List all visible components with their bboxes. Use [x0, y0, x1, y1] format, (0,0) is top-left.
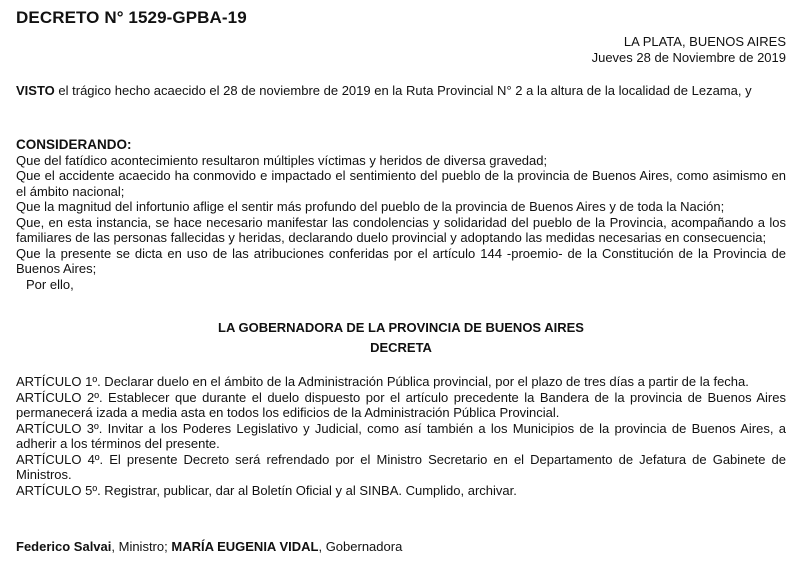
place-date-block: [592, 34, 786, 65]
signer-minister-role: , Ministro;: [111, 539, 172, 554]
considerando-paragraph: Que, en esta instancia, se hace necesario manifestar las condolencias y solidaridad del pueblo de la Provincia, acompañando a los familiares de las personas fallecidas y heridas, declarando duelo provincial y adoptando las medidas necesarias en consecuencia;: [16, 214, 786, 245]
visto-label: VISTO: [16, 83, 55, 98]
article-paragraph: ARTÍCULO 1º. Declarar duelo en el ámbito de la Administración Pública provincial, por el plazo de tres días a partir de la fecha.: [16, 374, 749, 389]
decree-title: DECRETO N° 1529-GPBA-19: [16, 8, 247, 27]
considerando-section: [16, 137, 786, 292]
article-paragraph: ARTÍCULO 2º. Establecer que durante el duelo dispuesto por el artículo precedente la Bandera de la provincia de Buenos Aires permanecerá izada a media asta en todos los edificios de la Administración Pública Provincial.: [16, 389, 786, 420]
date-line: Jueves 28 de Noviembre de 2019: [591, 49, 786, 65]
signer-minister-name: Federico Salvai: [16, 539, 112, 554]
considerando-heading: CONSIDERANDO:: [16, 137, 132, 152]
articles-section: [16, 374, 786, 498]
signature-line: [16, 539, 786, 555]
visto-text: el trágico hecho acaecido el 28 de noviembre de 2019 en la Ruta Provincial N° 2 a la altura de la localidad de Lezama, y: [54, 83, 752, 98]
considerando-paragraph: Que el accidente acaecido ha conmovido e impactado el sentimiento del pueblo de la provincia de Buenos Aires, como asimismo en el ámbito nacional;: [16, 168, 786, 199]
signer-governor-role: , Gobernadora: [318, 539, 403, 554]
visto-paragraph: [16, 83, 786, 99]
considerando-paragraph: Que la presente se dicta en uso de las atribuciones conferidas por el artículo 144 -proemio- de la Constitución de la Provincia de Buenos Aires;: [16, 245, 786, 276]
signer-governor-name: MARÍA EUGENIA VIDAL: [171, 539, 319, 554]
authority-heading: LA GOBERNADORA DE LA PROVINCIA DE BUENOS AIRES: [218, 320, 584, 335]
article-paragraph: ARTÍCULO 3º. Invitar a los Poderes Legislativo y Judicial, como así también a los Municipios de la provincia de Buenos Aires, a adherir a los términos del presente.: [16, 420, 786, 451]
considerando-paragraph: Que la magnitud del infortunio aflige el sentir más profundo del pueblo de la provincia de Buenos Aires y de toda la Nación;: [16, 199, 725, 214]
por-ello-line: Por ello,: [26, 276, 74, 292]
place-line: LA PLATA, BUENOS AIRES: [623, 34, 786, 49]
considerando-paragraph: Que del fatídico acontecimiento resultaron múltiples víctimas y heridos de diversa gravedad;: [16, 152, 548, 168]
article-paragraph: ARTÍCULO 5º. Registrar, publicar, dar al Boletín Oficial y al SINBA. Cumplido, archivar.: [16, 482, 517, 498]
article-paragraph: ARTÍCULO 4º. El presente Decreto será refrendado por el Ministro Secretario en el Departamento de Jefatura de Gabinete de Ministros.: [16, 451, 786, 482]
decreta-heading: DECRETA: [370, 340, 432, 355]
